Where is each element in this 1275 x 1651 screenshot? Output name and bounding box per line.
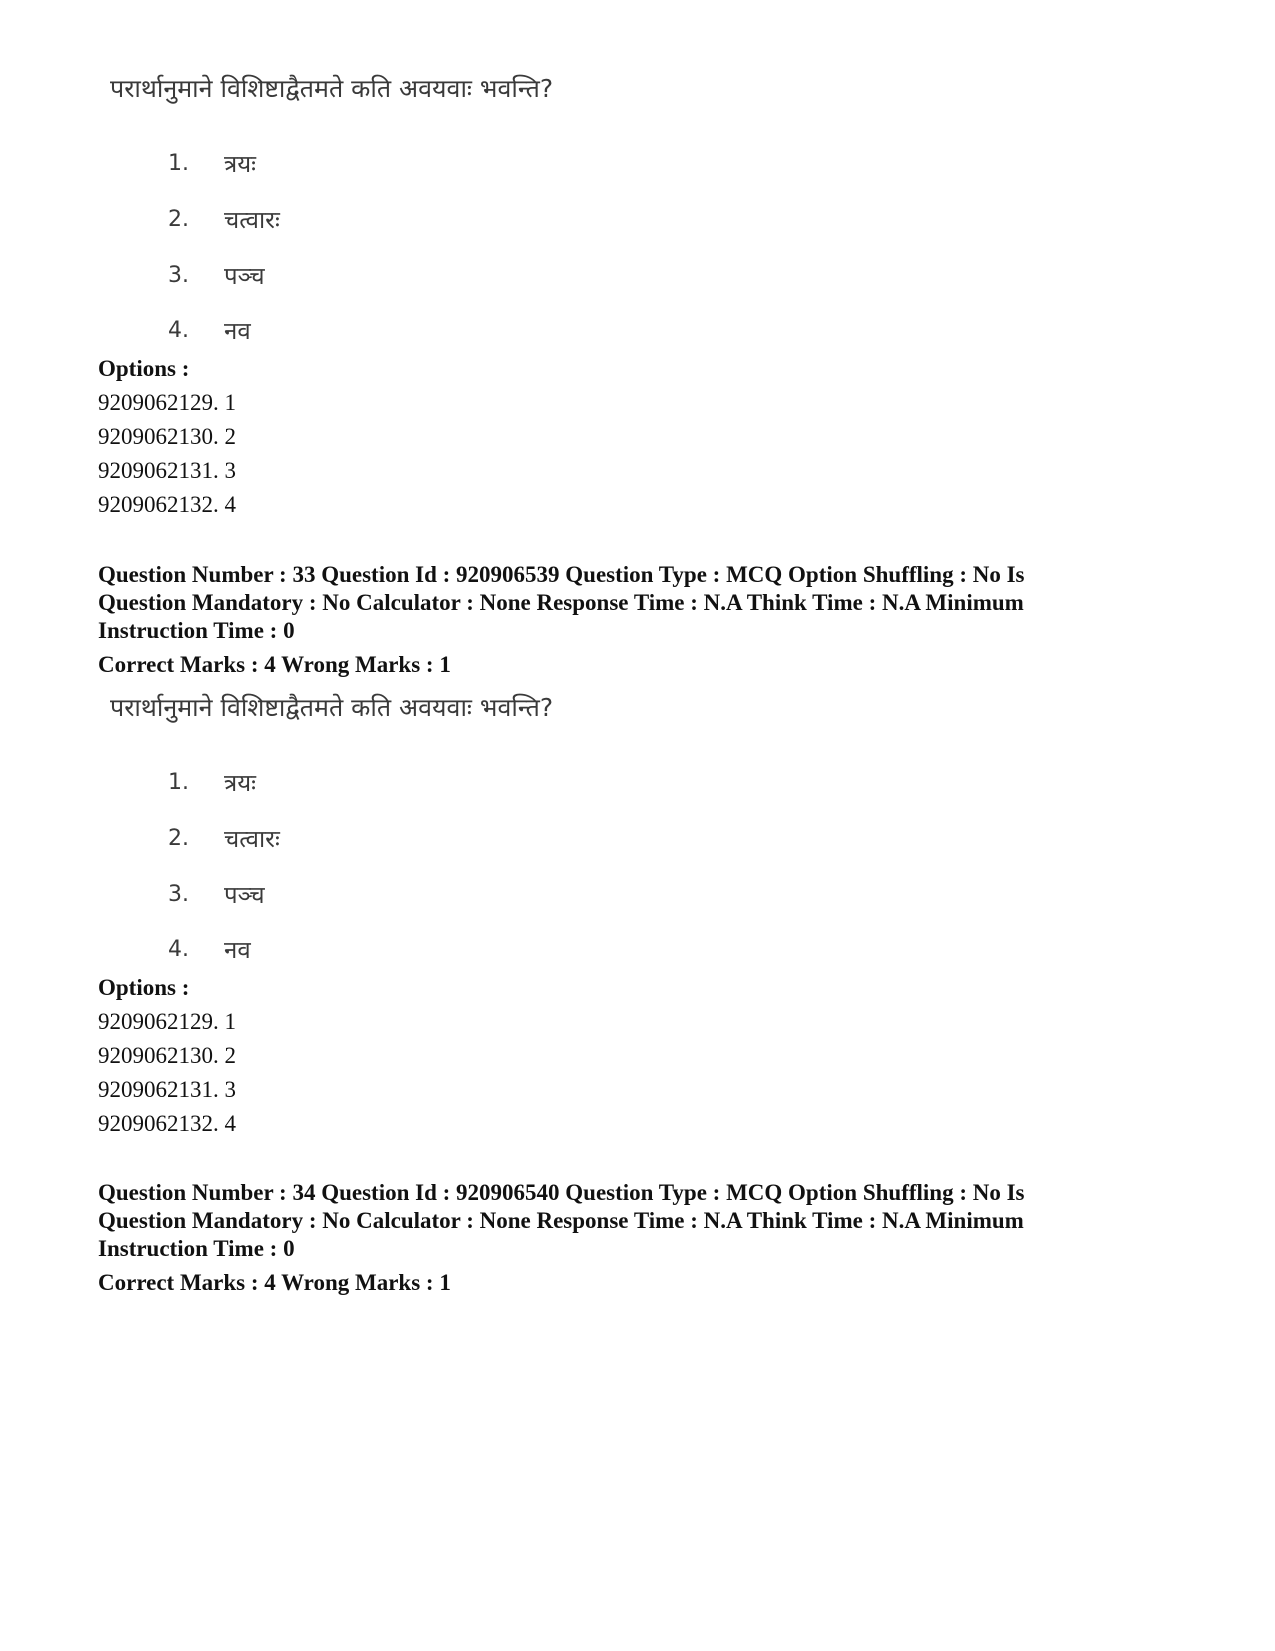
- choice-number: 4.: [168, 317, 189, 343]
- meta-line: Question Mandatory : No Calculator : None Response Time : N.A Think Time : N.A Minimum: [98, 1208, 1024, 1233]
- marks-line: Correct Marks : 4 Wrong Marks : 1: [98, 1270, 451, 1295]
- meta-line: Instruction Time : 0: [98, 1236, 295, 1261]
- meta-line: Instruction Time : 0: [98, 618, 295, 643]
- choice-item: [168, 202, 280, 236]
- question-stem: परार्थानुमाने विशिष्टाद्वैतमते कति अवयवाः भवन्ति?: [110, 74, 554, 103]
- choice-text: पञ्च: [224, 261, 265, 290]
- choice-item: [168, 932, 251, 966]
- question-meta: [98, 561, 1098, 679]
- options-heading: Options :: [98, 975, 190, 1000]
- question-meta: [98, 1179, 1098, 1297]
- choice-number: 2.: [168, 825, 189, 851]
- question-image: [110, 691, 670, 964]
- option-item: 9209062131. 3: [98, 1077, 236, 1102]
- option-item: 9209062130. 2: [98, 424, 236, 449]
- choice-number: 1.: [168, 150, 189, 176]
- option-item: 9209062132. 4: [98, 1111, 236, 1136]
- choice-item: [168, 765, 256, 799]
- question-stem: परार्थानुमाने विशिष्टाद्वैतमते कति अवयवाः भवन्ति?: [110, 693, 554, 722]
- option-item: 9209062129. 1: [98, 1009, 236, 1034]
- options-heading: Options :: [98, 356, 190, 381]
- choice-item: [168, 877, 265, 911]
- choice-number: 1.: [168, 769, 189, 795]
- meta-line: Question Mandatory : No Calculator : None Response Time : N.A Think Time : N.A Minimum: [98, 590, 1024, 615]
- choice-text: नव: [224, 935, 251, 964]
- choice-item: [168, 258, 265, 292]
- option-item: 9209062131. 3: [98, 458, 236, 483]
- choice-item: [168, 821, 280, 855]
- choice-text: नव: [224, 316, 251, 345]
- marks-line: Correct Marks : 4 Wrong Marks : 1: [98, 652, 451, 677]
- choice-text: चत्वारः: [224, 205, 280, 234]
- option-item: 9209062130. 2: [98, 1043, 236, 1068]
- option-item: 9209062132. 4: [98, 492, 236, 517]
- question-image: [110, 72, 670, 345]
- meta-line: Question Number : 34 Question Id : 920906540 Question Type : MCQ Option Shuffling : No Is: [98, 1180, 1025, 1205]
- option-item: 9209062129. 1: [98, 390, 236, 415]
- options-list: [98, 971, 236, 1141]
- choice-number: 3.: [168, 881, 189, 907]
- choice-text: त्रयः: [224, 768, 257, 797]
- choice-text: चत्वारः: [224, 824, 280, 853]
- choice-number: 4.: [168, 936, 189, 962]
- meta-line: Question Number : 33 Question Id : 920906539 Question Type : MCQ Option Shuffling : No Is: [98, 562, 1025, 587]
- choice-item: [168, 146, 256, 180]
- choice-number: 2.: [168, 206, 189, 232]
- options-list: [98, 352, 236, 522]
- choice-text: पञ्च: [224, 880, 265, 909]
- choice-number: 3.: [168, 262, 189, 288]
- choice-text: त्रयः: [224, 149, 257, 178]
- choice-item: [168, 313, 251, 347]
